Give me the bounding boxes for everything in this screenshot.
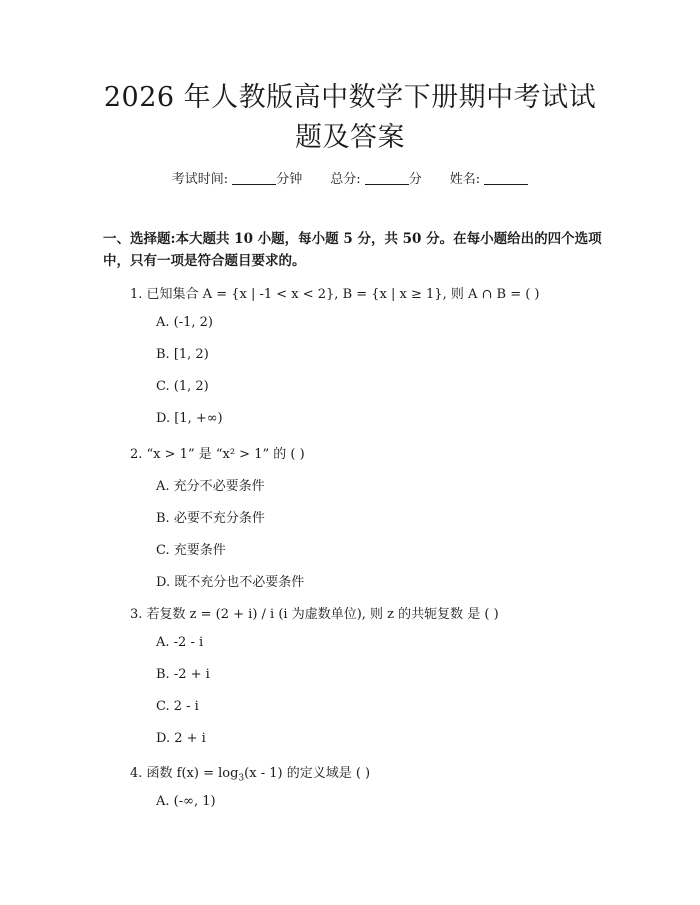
total-score-unit: 分	[408, 172, 422, 187]
option: C. 充要条件	[156, 543, 226, 558]
exam-info	[0, 168, 700, 187]
question-stem: 1. 已知集合 A = {x | -1 < x < 2}, B = {x | x ≥ 1}, 则 A ∩ B = ( )	[130, 287, 540, 302]
question-stem	[130, 762, 370, 784]
option: D. [1, +∞)	[156, 411, 223, 426]
option: B. -2 + i	[156, 667, 210, 682]
log-base: 3	[238, 773, 245, 784]
option: A. (-∞, 1)	[156, 794, 216, 809]
question-stem: 3. 若复数 z = (2 + i) / i (i 为虚数单位), 则 z 的共轭复数 是 ( )	[130, 607, 499, 622]
exam-time-blank	[232, 172, 276, 185]
option: A. 充分不必要条件	[156, 479, 265, 494]
total-score-label: 总分:	[330, 172, 361, 187]
question-stem-suffix: (x - 1) 的定义域是 ( )	[244, 766, 371, 781]
option: A. (-1, 2)	[156, 315, 213, 330]
option: C. (1, 2)	[156, 379, 209, 394]
option: B. [1, 2)	[156, 347, 209, 362]
page-title: 2026 年人教版高中数学下册期中考试试题及答案	[103, 82, 597, 153]
student-name	[450, 168, 529, 187]
exam-time	[172, 168, 303, 187]
option: D. 2 + i	[156, 731, 206, 746]
exam-time-label: 考试时间:	[171, 172, 229, 187]
total-score-blank	[365, 172, 409, 185]
option: D. 既不充分也不必要条件	[156, 575, 305, 590]
option: A. -2 - i	[156, 635, 204, 650]
option: B. 必要不充分条件	[156, 511, 265, 526]
exam-time-unit: 分钟	[276, 172, 303, 187]
student-name-blank	[484, 172, 528, 185]
student-name-label: 姓名:	[449, 172, 481, 187]
question-stem: 2. “x > 1” 是 “x² > 1” 的 ( )	[130, 447, 305, 462]
total-score	[330, 168, 422, 187]
option: C. 2 - i	[156, 699, 199, 714]
section-heading: 一、选择题:本大题共 10 小题，每小题 5 分，共 50 分。在每小题给出的四个选项中，只有一项是符合题目要求的。	[103, 231, 602, 269]
question-stem-prefix: 4. 函数 f(x) = log	[130, 766, 239, 781]
